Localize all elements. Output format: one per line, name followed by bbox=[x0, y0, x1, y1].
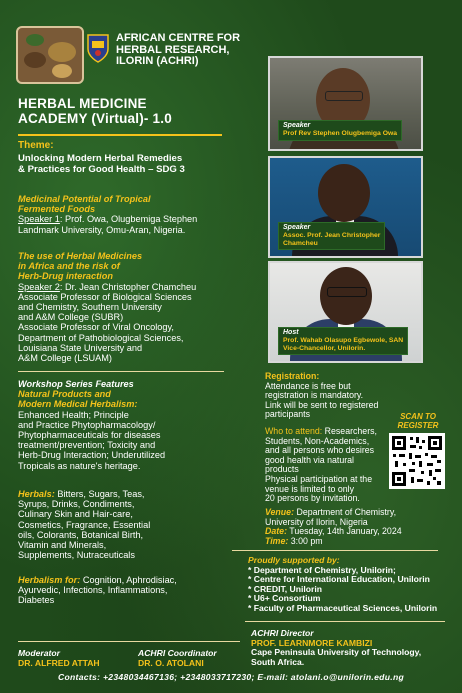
speaker-2-caption-name-2: Chamcheu bbox=[283, 239, 318, 247]
workshop-features bbox=[18, 379, 248, 471]
director-name: PROF. LEARNMORE KAMBIZI bbox=[251, 637, 373, 648]
speaker-1-photo-panel bbox=[268, 56, 423, 151]
attend-line: good health via natural bbox=[265, 454, 355, 465]
speaker-2-caption-name-1: Assoc. Prof. Jean Christopher bbox=[283, 232, 381, 239]
herbals-line: oils, Colorants, Botanical Birth, bbox=[18, 529, 144, 540]
host-role: Host bbox=[283, 329, 299, 336]
org-line-3: ILORIN (ACHRI) bbox=[116, 55, 199, 67]
time-value: 3:00 pm bbox=[288, 535, 323, 546]
title-line-2: ACADEMY (Virtual)- 1.0 bbox=[18, 111, 172, 126]
host-photo-panel bbox=[268, 261, 423, 363]
workshop-line: Herb-Drug Interaction; Underutilized bbox=[18, 450, 166, 461]
theme-text bbox=[18, 153, 233, 175]
venue-value: Department of Chemistry, bbox=[294, 507, 397, 517]
speaker-1-name: : Prof. Owa, Olugbemiga Stephen bbox=[59, 214, 198, 225]
page-title bbox=[18, 96, 172, 126]
director-line-3: South Africa. bbox=[251, 656, 305, 667]
registration-line: Link will be sent to registered bbox=[265, 399, 379, 410]
supported-by bbox=[248, 556, 453, 614]
herbalism-first: Cognition, Aphrodisiac, bbox=[80, 575, 177, 585]
talk-2-speaker bbox=[18, 282, 248, 292]
theme-line-1: Unlocking Modern Herbal Remedies bbox=[18, 153, 183, 164]
organization-name bbox=[116, 33, 256, 68]
talk-2-title-line-3: Herb-Drug interaction bbox=[18, 271, 113, 282]
registration-line: Attendance is free but bbox=[265, 380, 351, 391]
herbals-line: Supplements, Nutraceuticals bbox=[18, 550, 135, 561]
venue-label: Venue: bbox=[265, 507, 295, 517]
workshop-line: Tropicals as nature's heritage. bbox=[18, 460, 141, 471]
speaker-2-line: A&M College (LSUAM) bbox=[18, 353, 112, 364]
coordinator bbox=[138, 649, 217, 668]
attend-line: products bbox=[265, 464, 299, 475]
section-divider bbox=[245, 621, 445, 622]
university-crest-icon bbox=[86, 33, 110, 63]
org-line-1: AFRICAN CENTRE FOR bbox=[116, 32, 241, 44]
speaker-2-photo-panel bbox=[268, 156, 423, 258]
speaker-2-name: : Dr. Jean Christopher Chamcheu bbox=[59, 281, 197, 292]
support-item: * CREDIT, Unilorin bbox=[248, 583, 323, 594]
support-item: * Centre for International Education, Unilorin bbox=[248, 574, 430, 585]
moderator-name: DR. ALFRED ATTAH bbox=[18, 657, 100, 668]
glasses-icon bbox=[327, 287, 367, 297]
speaker-2-line: Louisiana State University and bbox=[18, 342, 143, 353]
qr-code-icon[interactable] bbox=[389, 433, 445, 489]
attend-line: Physical participation at the bbox=[265, 473, 373, 484]
venue-line-2: University of Ilorin, Nigeria bbox=[265, 516, 368, 527]
attend-line: Students, Non-Academics, bbox=[265, 435, 370, 446]
talk-1-title-line-1: Medicinal Potential of Tropical bbox=[18, 194, 151, 204]
date-value: Tuesday, 14th January, 2024 bbox=[287, 526, 402, 537]
attend-line: 20 persons by invitation. bbox=[265, 493, 360, 504]
talk-2 bbox=[18, 251, 248, 363]
speaker-2-role: Speaker bbox=[283, 224, 311, 231]
support-item: * U6+ Consortium bbox=[248, 593, 321, 604]
theme-line-2: & Practices for Good Health – SDG 3 bbox=[18, 164, 185, 175]
section-divider bbox=[18, 371, 224, 372]
herbalism-first-line bbox=[18, 575, 248, 585]
theme-label: Theme: bbox=[18, 140, 54, 151]
scan-to-register bbox=[394, 412, 442, 430]
herbals bbox=[18, 489, 248, 560]
attend-line: and all persons who desires bbox=[265, 445, 375, 456]
org-line-2: HERBAL RESEARCH, bbox=[116, 43, 230, 56]
workshop-line: Enhanced Health; Principle bbox=[18, 409, 129, 420]
section-divider bbox=[232, 550, 438, 551]
workshop-sub-1: Natural Products and bbox=[18, 389, 111, 400]
attend-line: venue is limited to only bbox=[265, 483, 354, 494]
speaker-2-portrait bbox=[318, 164, 370, 222]
who-to-attend bbox=[265, 427, 387, 504]
director-label: ACHRI Director bbox=[251, 628, 314, 638]
registration-line: registration is mandatory. bbox=[265, 390, 364, 401]
director bbox=[251, 629, 456, 667]
speaker-2-label: Speaker 2 bbox=[18, 281, 60, 292]
director-line-2: Cape Peninsula University of Technology, bbox=[251, 647, 422, 658]
speaker-1-label: Speaker 1 bbox=[18, 214, 60, 225]
support-item: * Department of Chemistry, Unilorin; bbox=[248, 564, 396, 575]
herbals-line: Cosmetics, Fragrance, Essential bbox=[18, 519, 151, 530]
registration-line: participants bbox=[265, 409, 310, 420]
speaker-2-line: Department of Pathobiological Sciences, bbox=[18, 332, 184, 343]
herbalism-line: Diabetes bbox=[18, 595, 55, 606]
registration-label: Registration: bbox=[265, 371, 320, 381]
speaker-1-caption-name: Prof Rev Stephen Olugbemiga Owa bbox=[283, 130, 398, 137]
support-label: Proudly supported by: bbox=[248, 555, 340, 565]
workshop-line: treatment/prevention; Toxicity and bbox=[18, 440, 156, 451]
talk-1-title-line-2: Fermented Foods bbox=[18, 204, 96, 215]
herbals-first-line bbox=[18, 489, 248, 499]
herbals-first: Bitters, Sugars, Teas, bbox=[54, 489, 145, 499]
moderator bbox=[18, 649, 100, 668]
talk-2-title-line-1: The use of Herbal Medicines bbox=[18, 251, 143, 261]
workshop-sub-2: Modern Medical Herbalism: bbox=[18, 399, 138, 410]
speaker-2-line: Associate Professor of Biological Sciences bbox=[18, 291, 192, 302]
herbalism bbox=[18, 575, 248, 606]
speaker-1-affiliation: Landmark University, Omu-Aran, Nigeria. bbox=[18, 224, 186, 235]
attend-first: Researchers, bbox=[322, 426, 377, 436]
workshop-line: Phytopharmaceuticals for diseases bbox=[18, 430, 161, 441]
scan-line-2: REGISTER bbox=[397, 421, 439, 430]
time-label: Time: bbox=[265, 535, 289, 546]
speaker-2-caption bbox=[278, 222, 385, 250]
herbalism-label: Herbalism for: bbox=[18, 575, 81, 585]
herbals-line: Vitamin and Minerals, bbox=[18, 540, 107, 551]
workshop-line: and Practice Phytopharmacology/ bbox=[18, 419, 156, 430]
workshop-heading: Workshop Series Features bbox=[18, 379, 134, 389]
scan-line-1: SCAN TO bbox=[400, 412, 436, 421]
speaker-2-line: Associate Professor of Viral Oncology, bbox=[18, 322, 174, 333]
glasses-icon bbox=[325, 91, 363, 101]
section-divider bbox=[18, 641, 240, 642]
time-line bbox=[265, 537, 445, 547]
support-item: * Faculty of Pharmaceutical Sciences, Unilorin bbox=[248, 602, 438, 613]
attend-label: Who to attend: bbox=[265, 426, 323, 436]
talk-2-title-line-2: in Africa and the risk of bbox=[18, 261, 120, 272]
talk-1-speaker bbox=[18, 214, 243, 224]
talk-1 bbox=[18, 194, 243, 235]
speaker-1-caption bbox=[278, 120, 402, 141]
herbals-line: Syrups, Drinks, Condiments, bbox=[18, 499, 135, 510]
venue-details bbox=[265, 508, 445, 546]
title-divider bbox=[18, 134, 222, 136]
coordinator-name: DR. O. ATOLANI bbox=[138, 657, 204, 668]
speaker-2-line: and A&M College (SUBR) bbox=[18, 312, 124, 323]
herbs-photo-logo bbox=[16, 26, 84, 84]
host-caption bbox=[278, 327, 408, 355]
moderator-label: Moderator bbox=[18, 648, 61, 658]
herbals-line: Culinary Skin and Hair-care, bbox=[18, 509, 133, 520]
title-line-1: HERBAL MEDICINE bbox=[18, 96, 147, 111]
host-caption-name-1: Prof. Wahab Olasupo Egbewole, SAN bbox=[283, 337, 404, 344]
coordinator-label: ACHRI Coordinator bbox=[138, 648, 217, 658]
speaker-1-role: Speaker bbox=[283, 122, 311, 129]
speaker-2-line: and Chemistry, Southern University bbox=[18, 302, 162, 313]
host-caption-name-2: Vice-Chancellor, Unilorin. bbox=[283, 344, 366, 352]
contacts: Contacts: +2348034467136; +2348033717230; E-mail: atolani.o@unilorin.edu.ng bbox=[57, 672, 405, 682]
date-label: Date: bbox=[265, 526, 287, 537]
herbals-label: Herbals: bbox=[18, 489, 55, 499]
herbalism-line: Ayurvedic, Infections, Inflammations, bbox=[18, 585, 168, 596]
